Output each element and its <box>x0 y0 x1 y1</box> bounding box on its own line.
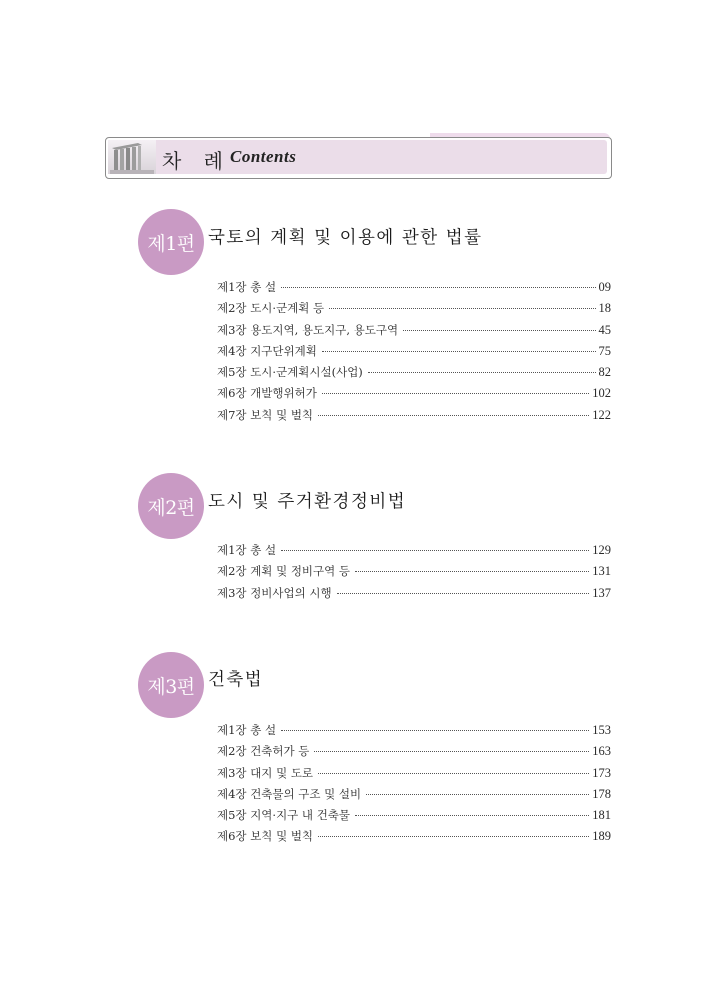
dot-leader <box>355 571 589 572</box>
chapter-list <box>217 279 611 428</box>
part-title[interactable]: 도시 및 주거환경정비법 <box>208 492 407 512</box>
chapter-row[interactable] <box>217 765 611 786</box>
dot-leader <box>322 393 589 394</box>
chapter-page: 178 <box>592 786 611 801</box>
chapter-label: 제3장 정비사업의 시행 <box>217 585 332 600</box>
chapter-label: 제2장 도시·군계획 등 <box>217 301 325 316</box>
chapter-row[interactable] <box>217 343 611 364</box>
chapter-page: 189 <box>592 829 611 844</box>
part-title[interactable]: 국토의 계획 및 이용에 관한 법률 <box>208 228 483 248</box>
dot-leader <box>355 815 589 816</box>
dot-leader <box>366 794 589 795</box>
chapter-page: 75 <box>598 343 611 358</box>
chapter-row[interactable] <box>217 743 611 764</box>
chapter-page: 129 <box>592 543 611 557</box>
part-badge: 제1편 <box>138 209 204 275</box>
chapter-page: 82 <box>598 365 611 380</box>
chapter-row[interactable] <box>217 279 611 300</box>
dot-leader <box>281 550 589 551</box>
chapter-label: 제3장 대지 및 도로 <box>217 765 314 780</box>
chapter-row[interactable] <box>217 542 611 563</box>
chapter-row[interactable] <box>217 563 611 584</box>
dot-leader <box>368 372 596 373</box>
dot-leader <box>318 773 589 774</box>
chapter-page: 137 <box>592 585 611 600</box>
dot-leader <box>281 287 595 288</box>
chapter-list <box>217 542 611 606</box>
dot-leader <box>337 593 590 594</box>
contents-header <box>105 133 610 180</box>
chapter-page: 131 <box>592 564 611 579</box>
page-subtitle: Contents <box>230 147 297 166</box>
dot-leader <box>281 730 589 731</box>
chapter-label: 제3장 용도지역, 용도지구, 용도구역 <box>217 322 399 337</box>
chapter-label: 제4장 지구단위계획 <box>217 343 317 358</box>
chapter-row[interactable] <box>217 786 611 807</box>
chapter-label: 제1장 총 설 <box>217 280 277 294</box>
part-badge: 제2편 <box>138 473 204 539</box>
dot-leader <box>314 751 589 752</box>
columns-photo-icon <box>108 140 156 174</box>
chapter-page: 45 <box>598 322 611 337</box>
chapter-label: 제1장 총 설 <box>217 543 277 557</box>
chapter-page: 153 <box>592 723 611 737</box>
dot-leader <box>318 415 589 416</box>
part-title[interactable]: 건축법 <box>208 670 264 690</box>
part-badge: 제3편 <box>138 652 204 718</box>
chapter-list <box>217 722 611 850</box>
chapter-label: 제6장 개발행위허가 <box>217 386 317 401</box>
chapter-page: 09 <box>598 280 611 294</box>
chapter-page: 173 <box>592 765 611 780</box>
chapter-label: 제2장 건축허가 등 <box>217 744 310 759</box>
dot-leader <box>318 836 589 837</box>
chapter-label: 제6장 보칙 및 벌칙 <box>217 829 314 844</box>
chapter-page: 163 <box>592 744 611 759</box>
chapter-label: 제1장 총 설 <box>217 723 277 737</box>
chapter-row[interactable] <box>217 407 611 428</box>
chapter-page: 122 <box>592 407 611 422</box>
chapter-row[interactable] <box>217 585 611 606</box>
chapter-row[interactable] <box>217 828 611 849</box>
chapter-page: 18 <box>598 301 611 316</box>
chapter-row[interactable] <box>217 322 611 343</box>
chapter-row[interactable] <box>217 385 611 406</box>
chapter-row[interactable] <box>217 722 611 743</box>
chapter-label: 제2장 계획 및 정비구역 등 <box>217 564 351 579</box>
chapter-row[interactable] <box>217 807 611 828</box>
chapter-row[interactable] <box>217 300 611 321</box>
chapter-page: 102 <box>592 386 611 401</box>
page-title: 차 례 <box>162 149 231 173</box>
chapter-label: 제7장 보칙 및 벌칙 <box>217 407 314 422</box>
chapter-page: 181 <box>592 808 611 823</box>
chapter-label: 제5장 지역·지구 내 건축물 <box>217 808 351 823</box>
chapter-row[interactable] <box>217 364 611 385</box>
dot-leader <box>322 351 596 352</box>
chapter-label: 제5장 도시·군계획시설(사업) <box>217 365 363 380</box>
dot-leader <box>403 330 595 331</box>
dot-leader <box>329 308 595 309</box>
chapter-label: 제4장 건축물의 구조 및 설비 <box>217 786 362 801</box>
